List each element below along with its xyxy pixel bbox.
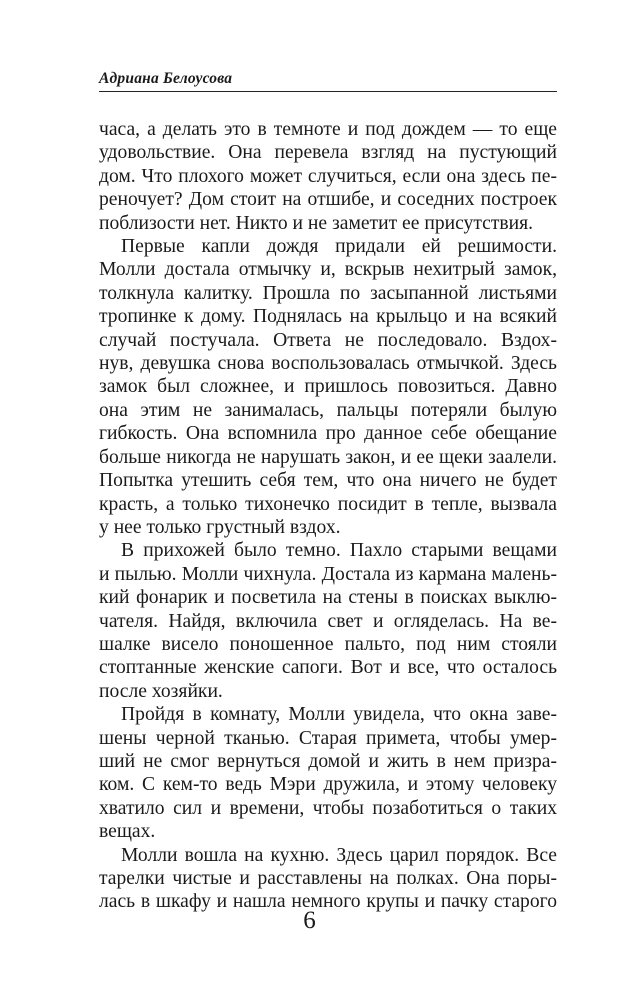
text-line: стоптанные женские сапоги. Вот и все, что осталось: [99, 657, 557, 679]
text-line: ком. С кем-то ведь Мэри дружила, и этому человеку: [99, 774, 557, 796]
text-line: Попытка утешить себя тем, что она ничего не будет: [99, 470, 557, 492]
running-header: [99, 70, 557, 92]
text-line: В прихожей было темно. Пахло старыми вещами: [121, 540, 557, 562]
text-line: чателя. Найдя, включила свет и огляделась. На ве-: [99, 610, 557, 632]
paragraph: [99, 118, 557, 235]
text-line: она этим не занималась, пальцы потеряли былую: [99, 399, 557, 421]
text-line: хватило сил и времени, чтобы позаботиться о таких: [99, 797, 557, 819]
text-line: и пылью. Молли чихнула. Достала из кармана малень-: [99, 563, 557, 585]
text-line: тарелки чистые и расставлены на полках. Она поры-: [99, 868, 557, 889]
text-line: кий фонарик и посветила на стены в поисках выклю-: [99, 587, 557, 609]
text-line: реночует? Дом стоит на отшибе, и соседних построек: [99, 189, 557, 211]
text-line: красть, а только тихонечко посидит в тепле, вызвала: [99, 493, 557, 515]
page-number: 6: [303, 907, 316, 934]
text-line: больше никогда не нарушать закон, и ее щеки заалели.: [99, 446, 557, 468]
text-line: шалке висело поношенное пальто, под ним стояли: [99, 633, 557, 655]
text-line: толкнула калитку. Прошла по засыпанной листьями: [99, 282, 557, 304]
paragraph: [99, 235, 557, 539]
text-line: часа, а делать это в темноте и под дождем — то еще: [99, 119, 557, 140]
text-line: ший не смог вернуться домой и жить в нем призра-: [99, 750, 557, 772]
text-line: лась в шкафу и нашла немного крупы и пачку старого: [99, 891, 557, 913]
text-line: у нее только грустный вздох.: [99, 516, 341, 538]
paragraph: [99, 703, 557, 843]
text-line: вещах.: [99, 821, 156, 843]
text-line: шены черной тканью. Старая примета, чтобы умер-: [99, 727, 557, 749]
text-line: дом. Что плохого может случиться, если она здесь пе-: [99, 165, 557, 187]
text-line: Первые капли дождя придали ей решимости.: [121, 236, 557, 258]
text-line: удовольствие. Она перевела взгляд на пустующий: [99, 142, 557, 164]
text-line: гибкость. Она вспомнила про данное себе обещание: [99, 423, 557, 445]
text-line: Молли достала отмычку и, вскрыв нехитрый замок,: [99, 259, 557, 281]
text-line: Молли вошла на кухню. Здесь царил порядок. Все: [121, 844, 557, 866]
paragraph: [99, 539, 557, 703]
text-line: случай постучала. Ответа не последовало. Вздох-: [99, 329, 557, 351]
text-line: Пройдя в комнату, Молли увидела, что окна заве-: [121, 704, 557, 726]
author-name: Адриана Белоусова: [99, 70, 233, 87]
text-line: замок был сложнее, и пришлось повозиться. Давно: [99, 376, 557, 398]
text-line: тропинке к дому. Поднялась на крыльцо и на всякий: [99, 306, 557, 328]
text-line: после хозяйки.: [99, 680, 223, 702]
text-line: нув, девушка снова воспользовалась отмычкой. Здесь: [99, 353, 557, 375]
body-text: [99, 118, 557, 914]
text-line: поблизости нет. Никто и не заметит ее присутствия.: [99, 212, 534, 234]
paragraph: [99, 844, 557, 914]
